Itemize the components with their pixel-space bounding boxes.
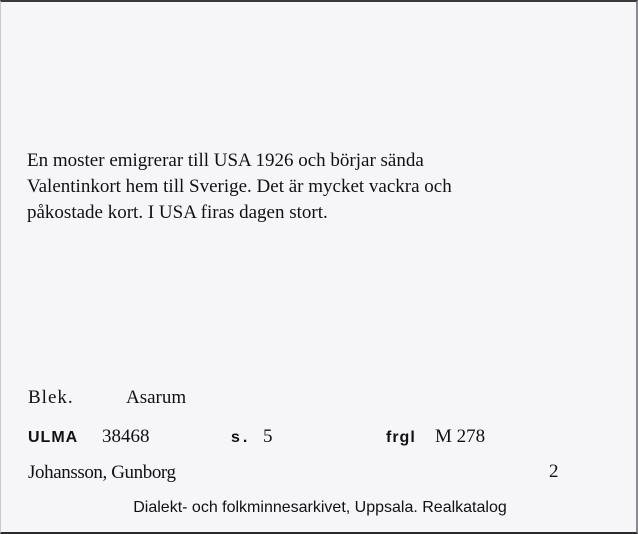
question-label: frgl [386, 429, 416, 446]
archive-footer: Dialekt- och folkminnesarkivet, Uppsala. Realkatalog [133, 499, 507, 516]
page-label: s. [231, 429, 251, 446]
region-label: Blek. [28, 387, 74, 408]
place-name: Asarum [126, 387, 187, 408]
informant-name: Johansson, Gunborg [28, 462, 176, 483]
question-code: M 278 [435, 426, 486, 447]
body-line-2: Valentinkort hem till Sverige. Det är mycket vackra och [27, 176, 452, 197]
body-line-1: En moster emigrerar till USA 1926 och börjar sända [27, 150, 424, 171]
body-line-3: påkostade kort. I USA firas dagen stort. [27, 202, 328, 223]
archive-label: ULMA [28, 429, 79, 446]
card-number: 2 [549, 461, 559, 482]
archive-number: 38468 [102, 426, 150, 447]
page-number: 5 [263, 426, 273, 447]
card-body-text [27, 148, 607, 226]
